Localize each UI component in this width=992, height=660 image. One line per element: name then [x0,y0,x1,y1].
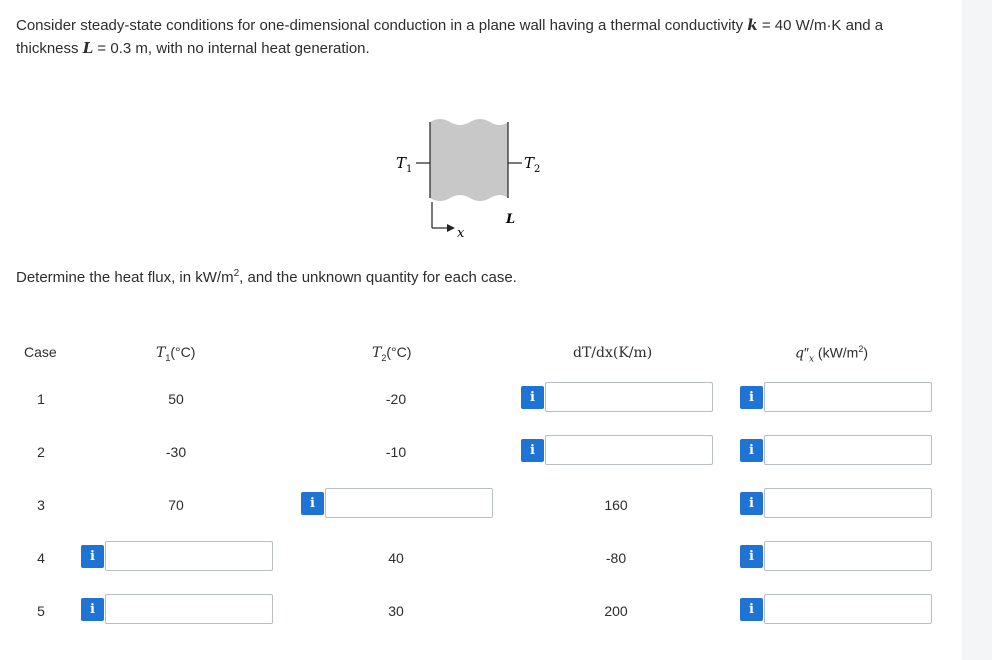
dtdx-value: 200 [604,603,628,619]
header-t2: $T_2(^\circ C)$ [372,344,412,363]
k-symbol: k [747,16,758,34]
dtdx-input-case-1[interactable] [545,382,713,412]
heat-flux-input-case-4[interactable] [764,541,932,571]
t2-value: 40 [388,550,404,566]
dtdx-value: 160 [604,497,628,513]
L-symbol: L [82,39,94,57]
t2-value: 30 [388,603,404,619]
info-icon[interactable]: i [740,386,763,409]
case-number: 2 [37,444,45,460]
t1-label: $T_1$ [396,154,413,175]
t2-input-case-3[interactable] [325,488,493,518]
info-icon[interactable]: i [81,598,104,621]
heat-flux-input-case-2[interactable] [764,435,932,465]
info-icon[interactable]: i [740,545,763,568]
t1-input-case-4[interactable] [105,541,273,571]
t2-value: -20 [385,391,407,407]
dtdx-input-case-2[interactable] [545,435,713,465]
case-number: 4 [37,550,45,566]
case-number: 1 [37,391,45,407]
heat-flux-input-case-3[interactable] [764,488,932,518]
question-prompt: Determine the heat flux, in $kW/m^2$, and the unknown quantity for each case. [16,268,517,286]
header-heat-flux: $q''_x$ $(kW/m^2)$ [795,344,869,365]
t1-value: 70 [168,497,184,513]
right-edge-panel [962,0,992,660]
info-icon[interactable]: i [521,386,544,409]
info-icon[interactable]: i [81,545,104,568]
heat-flux-input-case-5[interactable] [764,594,932,624]
info-icon[interactable]: i [740,439,763,462]
t2-label: $T_2$ [524,154,541,175]
t2-value: -10 [385,444,407,460]
wall-body [430,119,508,201]
info-icon[interactable]: i [521,439,544,462]
plane-wall-diagram [390,110,590,240]
t1-value: 50 [168,391,184,407]
heat-flux-input-case-1[interactable] [764,382,932,412]
t1-value: -30 [165,444,187,460]
wall-figure [390,110,590,240]
problem-statement: Consider steady-state conditions for one-dimensional conduction in a plane wall having a thermal conductivity k = 40 W/m·K and a thickness L = 0.3 m, with no internal heat generation. [16,16,884,57]
cases-table [0,330,962,660]
info-icon[interactable]: i [740,492,763,515]
dtdx-value: -80 [605,550,627,566]
header-dtdx: dT/dx(K/m) [573,345,653,361]
case-number: 3 [37,497,45,513]
info-icon[interactable]: i [740,598,763,621]
header-t1: $T_1(^\circ C)$ [156,344,196,363]
header-case: Case [24,344,57,360]
info-icon[interactable]: i [301,492,324,515]
case-number: 5 [37,603,45,619]
t1-input-case-5[interactable] [105,594,273,624]
x-label: x [457,226,465,240]
L-label: L [506,212,516,227]
